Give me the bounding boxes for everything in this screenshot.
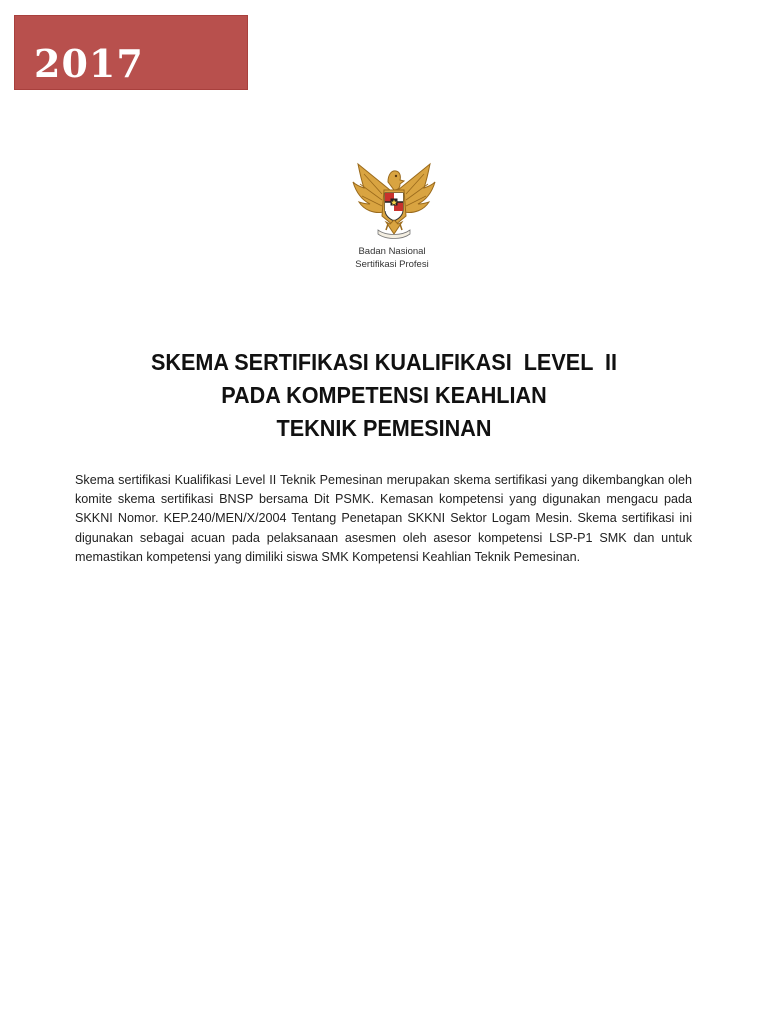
title-line-3: TEKNIK PEMESINAN	[276, 415, 492, 441]
description-paragraph: Skema sertifikasi Kualifikasi Level II Teknik Pemesinan merupakan skema sertifikasi yang dikembangkan oleh komite skema sertifikasi BNSP bersama Dit PSMK. Kemasan kompetensi yang digunakan mengacu pada SKKNI Nomor. KEP.240/MEN/X/2004 Tentang Penetapan SKKNI Sektor Logam Mesin. Skema sertifikasi ini digunakan sebagai acuan pada pelaksanaan asesmen oleh asesor kompetensi LSP-P1 SMK dan untuk memastikan kompetensi yang dimiliki siswa SMK Kompetensi Keahlian Teknik Pemesinan.	[75, 473, 692, 564]
year-label: 2017	[34, 41, 144, 86]
title-line-1: SKEMA SERTIFIKASI KUALIFIKASI LEVEL II	[150, 349, 618, 375]
year-banner	[14, 15, 248, 90]
document-title	[86, 346, 682, 445]
organization-name-line-2: Sertifikasi Profesi	[355, 259, 429, 270]
garuda-emblem-icon	[352, 160, 436, 242]
organization-name-line-1: Badan Nasional	[358, 246, 426, 257]
title-line-2: PADA KOMPETENSI KEAHLIAN	[221, 382, 547, 408]
organization-name	[330, 245, 454, 271]
